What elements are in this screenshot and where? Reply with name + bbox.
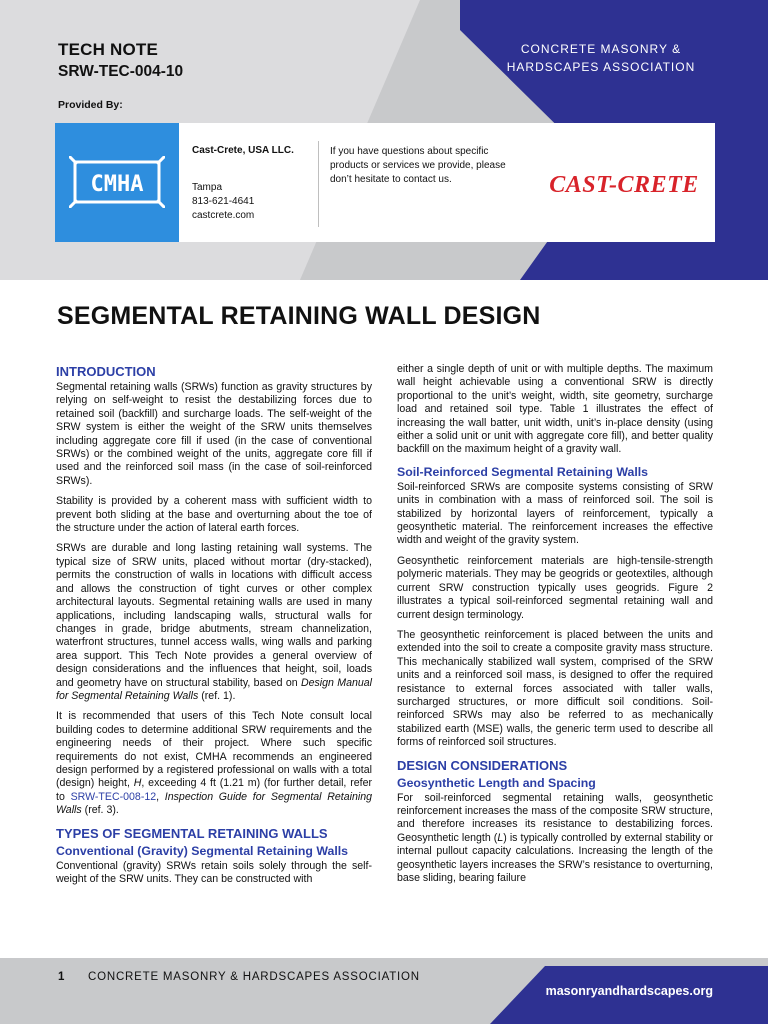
footer-website-link[interactable]: masonryandhardscapes.org [545, 984, 713, 998]
association-name [486, 40, 716, 76]
provider-message: If you have questions about specific products or services we provide, please don’t hesitate to contact us. [330, 146, 506, 185]
intro-paragraph-1: Segmental retaining walls (SRWs) function as gravity structures by relying on self-weight to resist the destabilizing forces due to retained soil (backfill) and surcharge loads. The self-weight of the SRW system is either the weight of the SRW units themselves including aggregate core fill if used (in the case of conventional SRWs) or the combined weight of the units, aggregate core fill if used and the reinforced soil mass (in the case of soil-reinforced SRWs). [56, 381, 372, 487]
right-column [397, 363, 713, 892]
intro-paragraph-4-end: (ref. 3). [81, 804, 119, 817]
cast-crete-logo [541, 161, 707, 205]
cmha-logo-icon [69, 156, 165, 208]
types-heading: TYPES OF SEGMENTAL RETAINING WALLS [56, 825, 328, 841]
soil-paragraph-1: Soil-reinforced SRWs are composite systems consisting of SRW units in combination with a mass of reinforced soil. The soil is stabilized by horizontal layers of reinforcement, typically a geosynthetic material. The reinforcement increases the effective width and weight of the gravity system. [397, 480, 713, 547]
association-line-1: CONCRETE MASONRY & [520, 42, 682, 56]
geosynthetic-heading: Geosynthetic Length and Spacing [397, 775, 596, 790]
geosynthetic-paragraph-end: ) is typically controlled by external stability or internal pullout capacity calculations. Increasing the length of the geosynthetic layers increases the SRW’s resistance to overturning, base sliding, bearing failure [397, 831, 714, 884]
page-number: 1 [58, 971, 65, 983]
srw-tec-008-12-link[interactable]: SRW-TEC-008-12 [70, 790, 157, 803]
soil-paragraph-2: Geosynthetic reinforcement materials are high-tensile-strength polymeric materials. They may be geogrids or geotextiles, although current SRW construction typically uses geogrids. Figure 2 illustrates a typical soil-reinforced segmental retaining wall and current design terminology. [397, 554, 713, 621]
intro-paragraph-4 [56, 710, 372, 817]
intro-paragraph-4-comma: , [156, 790, 165, 803]
intro-paragraph-3-end: (ref. 1). [198, 689, 236, 702]
provider-website[interactable]: castcrete.com [192, 210, 255, 221]
left-column [56, 363, 372, 893]
conventional-paragraph: Conventional (gravity) SRWs retain soils solely through the self-weight of the SRW units. They can be constructed with [56, 859, 372, 885]
length-symbol: L [497, 831, 504, 844]
header-band [0, 0, 768, 280]
tech-note-label: TECH NOTE [58, 40, 159, 59]
association-line-2: HARDSCAPES ASSOCIATION [506, 60, 696, 74]
geosynthetic-paragraph-text: For soil-reinforced segmental retaining walls, geosynthetic reinforcement increases the mass of the composite SRW structure, and therefore increases its resistance to destabilizing forces. Geosynthetic length ( [397, 791, 713, 844]
footer-association: CONCRETE MASONRY & HARDSCAPES ASSOCIATION [88, 971, 420, 983]
introduction-heading: INTRODUCTION [56, 364, 156, 379]
provider-phone: 813-621-4641 [192, 196, 255, 207]
intro-paragraph-3 [56, 542, 372, 703]
cmha-logo-text: CMHA [90, 172, 144, 197]
inspection-guide-reference: Inspection Guide for Segmental Retaining Walls [56, 790, 373, 817]
geosynthetic-paragraph [397, 792, 713, 886]
tech-note-code: SRW-TEC-004-10 [58, 63, 184, 80]
intro-paragraph-4-mid: , exceeding 4 ft (1.21 m) (for further detail, refer to [56, 777, 372, 803]
provider-city: Tampa [192, 182, 223, 193]
design-manual-reference: Design Manual for Segmental Retaining Walls [56, 676, 372, 702]
footer [0, 958, 768, 1024]
soil-reinforced-heading: Soil-Reinforced Segmental Retaining Walls [397, 464, 648, 479]
height-symbol: H [133, 777, 142, 790]
conventional-heading: Conventional (Gravity) Segmental Retaining Walls [56, 843, 348, 858]
provider-name: Cast-Crete, USA LLC. [192, 145, 294, 156]
cmha-logo [55, 123, 179, 242]
provided-by-label: Provided By: [58, 99, 123, 111]
intro-paragraph-3-text: SRWs are durable and long lasting retaining wall systems. The typical size of SRW units, placed without mortar (dry-stacked), permits the construction of walls in locations with difficult access and allows the construction of tight curves or other complex architectural layouts. Segmental retaining walls are used in many applications, including landscaping walls, structural walls for changes in grade, bridge abutments, stream channelization, waterfront structures, tunnel access walls, wing walls and parking area support. This Tech Note provides a general overview of design considerations and the influences that height, soil, loads and geometry have on structural stability, based on [56, 542, 372, 689]
conventional-paragraph-cont: either a single depth of unit or with multiple depths. The maximum wall height achievable using a conventional SRW is directly proportional to the unit’s weight, width, site geometry, surcharge load and retained soil type. Table 1 illustrates the effect of increasing the wall batter, unit width, unit’s in-place density (using either a solid unit or unit with aggregate core fill), and better quality backfill on the maximum height of a gravity wall. [397, 363, 713, 456]
provider-divider [318, 141, 319, 227]
cast-crete-logo-text: CAST-CRETE [549, 172, 699, 198]
soil-paragraph-3: The geosynthetic reinforcement is placed between the units and extended into the soil to create a composite gravity mass structure. This mechanically stabilized wall system, comprised of the SRW units and a reinforced soil mass, is designed to offer the required resistance to external forces associated with taller walls, surcharged structures, or more difficult soil conditions. Soil-reinforced SRWs may also be referred to as mechanically stabilized earth (MSE) walls, the generic term used to describe all forms of reinforced soil structures. [397, 628, 713, 749]
document-title: SEGMENTAL RETAINING WALL DESIGN [57, 302, 541, 330]
intro-paragraph-2: Stability is provided by a coherent mass with sufficient width to prevent both sliding at the base and overturning about the toe of the structure under the action of lateral earth forces. [56, 495, 372, 535]
intro-paragraph-4-text: It is recommended that users of this Tech Note consult local building codes to determine additional SRW requirements and the engineering needs of their project. Where such specific requirements do not exist, CMHA recommends an engineered design performed by a registered professional on walls with a total (design) height, [56, 710, 372, 790]
provider-card [55, 123, 715, 242]
design-considerations-heading: DESIGN CONSIDERATIONS [397, 757, 568, 773]
